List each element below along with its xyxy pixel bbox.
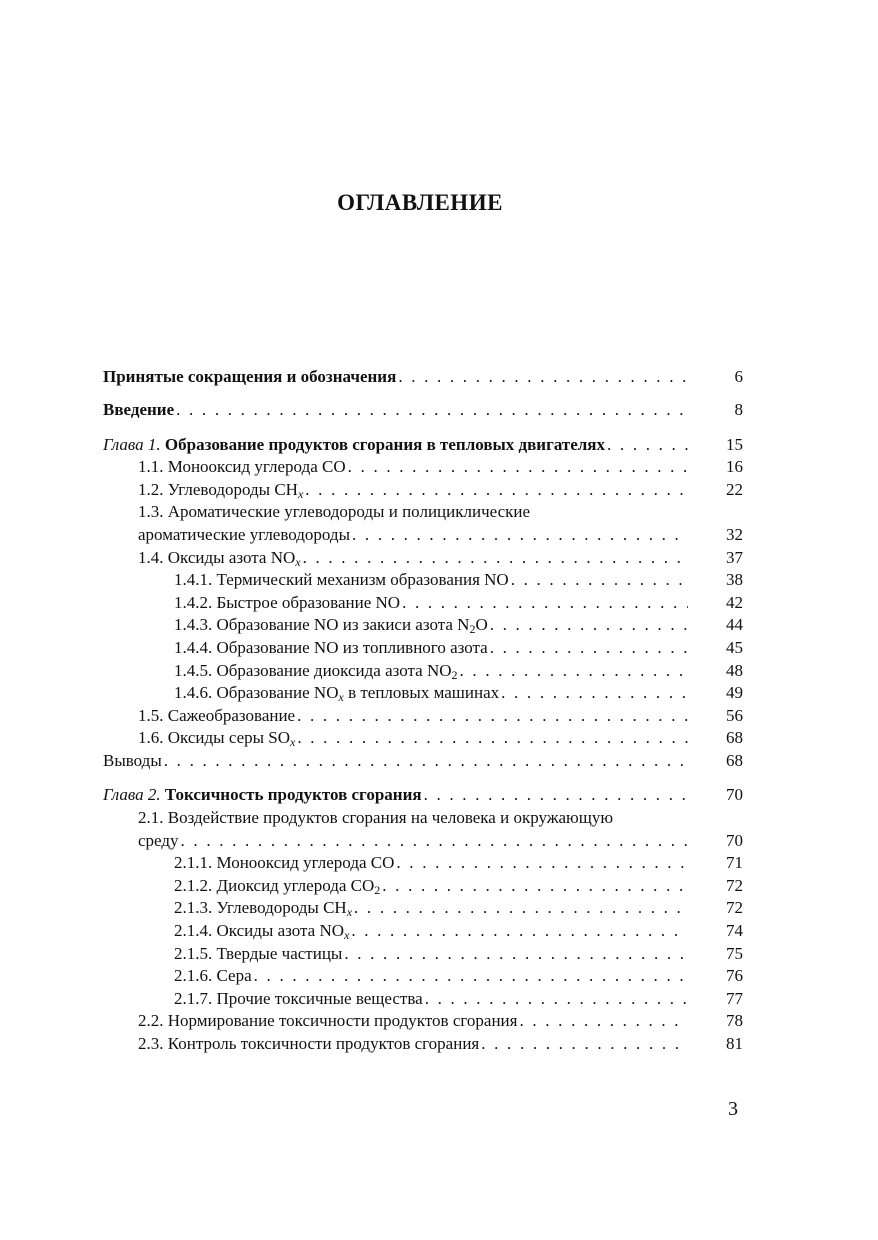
toc-entry-title: 1.1. Монооксид углерода СО (138, 457, 346, 477)
page-title: ОГЛАВЛЕНИЕ (337, 190, 503, 215)
toc-entry-title: 2.2. Нормирование токсичности продуктов сгорания (138, 1011, 518, 1031)
toc-entry[interactable] (103, 750, 743, 773)
subscript: x (290, 735, 296, 750)
chapter-prefix: Глава 2. (103, 785, 161, 805)
leader-dots (176, 399, 688, 422)
toc-entry[interactable] (103, 920, 743, 943)
toc-page-number: 77 (726, 988, 743, 1008)
toc-entry[interactable] (103, 614, 743, 637)
toc-entry-title: 1.4. Оксиды азота NO (138, 547, 296, 567)
toc-page-number: 72 (726, 875, 743, 895)
toc-page-number: 78 (726, 1011, 743, 1031)
toc-entry-title: Образование продуктов сгорания в тепловых двигателях (164, 434, 606, 454)
toc-entry[interactable] (103, 1033, 743, 1056)
toc-page-number: 75 (726, 943, 743, 963)
toc-page-number: 76 (726, 966, 743, 986)
toc-entry[interactable] (103, 366, 743, 389)
toc-entry-title: 2.3. Контроль токсичности продуктов сгорания (138, 1034, 480, 1054)
toc-entry[interactable] (103, 592, 743, 615)
leader-dots (490, 614, 688, 637)
toc-page-number: 44 (726, 615, 743, 635)
leader-dots (351, 920, 688, 943)
leader-dots (352, 524, 688, 547)
toc-entry-title: 1.4.1. Термический механизм образования NO (174, 570, 509, 590)
toc-entry-title: 2.1.6. Сера (174, 966, 252, 986)
toc-entry-title: 1.5. Сажеобразование (138, 705, 296, 725)
toc-entry[interactable] (103, 727, 743, 750)
leader-dots (305, 479, 688, 502)
toc-entry-line1[interactable] (103, 501, 743, 524)
toc-entry-title: 1.4.3. Образование NO из закиси азота N (174, 615, 470, 635)
toc-entry-title: 2.1.5. Твердые частицы (174, 943, 343, 963)
toc-entry[interactable] (103, 399, 743, 422)
toc-entry[interactable] (103, 965, 743, 988)
toc-entry[interactable] (103, 637, 743, 660)
toc-entry[interactable] (103, 479, 743, 502)
toc-entry[interactable] (103, 875, 743, 898)
toc-entry-title: 1.6. Оксиды серы SO (138, 728, 291, 748)
leader-dots (382, 875, 688, 898)
toc-page-number: 74 (726, 921, 743, 941)
subscript: x (338, 690, 344, 705)
toc-entry-title: 2.1. Воздействие продуктов сгорания на человека и окружающую (138, 808, 614, 828)
leader-dots (181, 830, 688, 853)
leader-dots (460, 660, 688, 683)
toc-page-number: 81 (726, 1034, 743, 1054)
leader-dots (164, 750, 688, 773)
page-number: 3 (728, 1098, 738, 1120)
toc-page-number: 8 (734, 399, 743, 419)
leader-dots (354, 897, 688, 920)
toc-entry-title: Токсичность продуктов сгорания (164, 785, 422, 805)
toc-page-number: 70 (726, 785, 743, 805)
toc-entry-title: Введение (103, 399, 175, 419)
toc-chapter-entry[interactable] (103, 784, 743, 807)
leader-dots (348, 456, 688, 479)
toc-entry-title: 1.4.4. Образование NO из топливного азота (174, 637, 488, 657)
toc-entry[interactable] (103, 705, 743, 728)
toc-page-number: 56 (726, 705, 743, 725)
leader-dots (254, 965, 688, 988)
toc-page-number: 6 (734, 367, 743, 386)
toc-entry-title: Выводы (103, 750, 162, 770)
leader-dots (344, 943, 688, 966)
toc-entry[interactable] (103, 547, 743, 570)
leader-dots (501, 682, 688, 705)
toc-page-number: 68 (726, 750, 743, 770)
toc-entry[interactable] (103, 830, 743, 853)
toc-entry-title: 2.1.2. Диоксид углерода СО (174, 875, 375, 895)
toc-page-number: 22 (726, 479, 743, 499)
leader-dots (303, 547, 688, 570)
toc-entry-title: 1.3. Ароматические углеводороды и полициклические (138, 502, 531, 522)
toc-page-number: 49 (726, 683, 743, 703)
toc-entry-title-cont: ароматические углеводороды (138, 524, 351, 544)
leader-dots (425, 988, 688, 1011)
toc-page-number: 45 (726, 637, 743, 657)
leader-dots (402, 592, 688, 615)
subscript: x (295, 554, 301, 569)
toc-entry-title: Принятые сокращения и обозначения (103, 367, 397, 386)
leader-dots (607, 434, 688, 457)
toc-entry-title: 1.2. Углеводороды CH (138, 479, 298, 499)
toc-entry[interactable] (103, 524, 743, 547)
leader-dots (297, 705, 688, 728)
toc-entry-title: 1.4.6. Образование NO (174, 683, 339, 703)
toc-page-number: 37 (726, 547, 743, 567)
leader-dots (396, 852, 688, 875)
leader-dots (398, 366, 688, 389)
toc-page-number: 15 (726, 434, 743, 454)
toc-entry[interactable] (103, 660, 743, 683)
leader-dots (481, 1033, 688, 1056)
leader-dots (519, 1010, 688, 1033)
toc-entry[interactable] (103, 456, 743, 479)
toc-entry[interactable] (103, 988, 743, 1011)
toc-entry-title-cont: среду (138, 830, 179, 850)
toc-entry-title-tail: в тепловых машинах (343, 683, 500, 703)
toc-page-number: 70 (726, 830, 743, 850)
toc-entry-title: 2.1.4. Оксиды азота NO (174, 921, 344, 941)
toc-entry-title: 1.4.2. Быстрое образование NO (174, 592, 401, 612)
leader-dots (490, 637, 688, 660)
toc-page-number: 48 (726, 660, 743, 680)
toc-page-number: 71 (726, 853, 743, 873)
subscript: x (346, 905, 353, 920)
toc-page-number: 38 (726, 570, 743, 590)
subscript: 2 (374, 882, 381, 897)
toc-page-number: 42 (726, 592, 743, 612)
leader-dots (511, 569, 688, 592)
toc-entry-title: 2.1.3. Углеводороды CH (174, 898, 347, 918)
toc-page-number: 68 (726, 728, 743, 748)
toc-page-number: 32 (726, 524, 743, 544)
toc-entry-title-tail: O (475, 615, 488, 635)
toc-chapter-entry[interactable] (103, 434, 743, 457)
toc-entry-title: 1.4.5. Образование диоксида азота NO (174, 660, 452, 680)
toc-entry[interactable] (103, 943, 743, 966)
leader-dots (424, 784, 688, 807)
toc-entry[interactable] (103, 1010, 743, 1033)
toc-entry[interactable] (103, 569, 743, 592)
toc-entry-title: 2.1.7. Прочие токсичные вещества (174, 988, 423, 1008)
toc-entry[interactable] (103, 897, 743, 920)
subscript: 2 (451, 667, 458, 682)
toc-entry-title: 2.1.1. Монооксид углерода СО (174, 853, 395, 873)
subscript: 2 (469, 622, 476, 637)
table-of-contents (103, 366, 743, 1056)
leader-dots (297, 727, 688, 750)
subscript: x (297, 486, 304, 501)
toc-entry[interactable] (103, 682, 743, 705)
chapter-prefix: Глава 1. (103, 434, 161, 454)
toc-entry[interactable] (103, 852, 743, 875)
subscript: x (344, 928, 350, 943)
toc-page-number: 72 (726, 898, 743, 918)
toc-entry-line1[interactable] (103, 807, 743, 830)
toc-page-number: 16 (726, 457, 743, 477)
